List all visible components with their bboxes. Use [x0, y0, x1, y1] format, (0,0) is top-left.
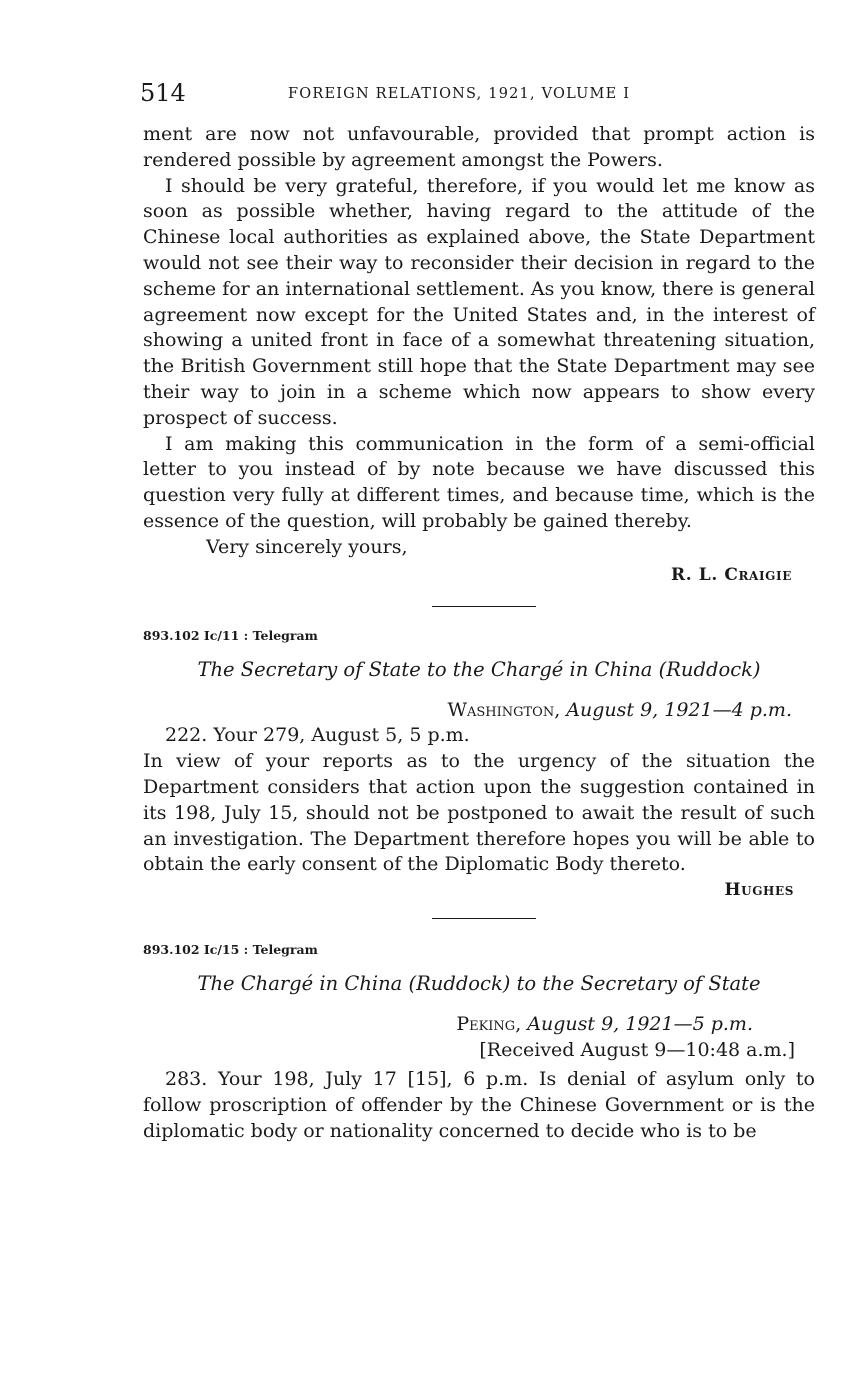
doc1-file-reference: 893.102 Ic/11 : Telegram — [143, 628, 318, 644]
doc1-paragraph-2: In view of your reports as to the urgency of the situation the Department considers that action upon the suggestion contained in its 198, July 15, should not be postponed to await the result of such an investigation. The Department therefore hopes you will be able to obtain the early consent of the Diplomatic Body thereto. — [143, 750, 815, 876]
letter-closing: Very sincerely yours, — [206, 535, 408, 558]
doc1-place: Washington — [447, 699, 555, 722]
doc1-dateline: Washington, August 9, 1921—4 p.m. — [447, 699, 792, 722]
doc2-place: Peking — [456, 1012, 516, 1035]
doc2-heading: The Chargé in China (Ruddock) to the Secretary of State — [197, 971, 761, 995]
letter-signature: R. L. Craigie — [671, 564, 792, 585]
doc2-date: August 9, 1921—5 p.m. — [527, 1012, 753, 1035]
doc1-date: August 9, 1921—4 p.m. — [566, 699, 792, 722]
section-divider — [432, 606, 536, 607]
page-number: 514 — [140, 79, 186, 107]
doc2-file-reference: 893.102 Ic/15 : Telegram — [143, 941, 318, 957]
letter-paragraph-1: ment are now not unfavourable, provided that prompt action is rendered possible by agreement amongst the Powers. — [143, 123, 815, 171]
doc1-paragraph-1: 222. Your 279, August 5, 5 p.m. — [165, 724, 470, 747]
running-head — [140, 78, 815, 112]
doc1-signature: Hughes — [724, 880, 794, 901]
section-divider-2 — [432, 918, 536, 919]
doc2-dateline: Peking, August 9, 1921—5 p.m. — [456, 1012, 753, 1035]
letter-paragraph-2: I should be very grateful, therefore, if you would let me know as soon as possible whether, having regard to the attitude of the Chinese local authorities as explained above, the State Department would not see their way to reconsider their decision in regard to the scheme for an international settlement. As you know, there is general agreement now except for the United States and, in the interest of showing a united front in face of a somewhat threatening situation, the British Government still hope that the State Department may see their way to join in a scheme which now appears to show every prospect of success. — [143, 174, 815, 429]
page — [140, 78, 815, 1144]
letter-paragraph-3: I am making this communication in the form of a semi-official letter to you instead of by note because we have discussed this question very fully at different times, and because time, which is the essence of the question, will probably be gained thereby. — [143, 432, 815, 532]
doc2-paragraph-1: 283. Your 198, July 17 [15], 6 p.m. Is denial of asylum only to follow proscription of offender by the Chinese Government or is the diplomatic body or nationality concerned to decide who is to be — [143, 1067, 815, 1142]
doc1-heading: The Secretary of State to the Chargé in China (Ruddock) — [197, 658, 761, 682]
doc2-received: [Received August 9—10:48 a.m.] — [479, 1038, 795, 1061]
running-title: FOREIGN RELATIONS, 1921, VOLUME I — [288, 86, 631, 102]
